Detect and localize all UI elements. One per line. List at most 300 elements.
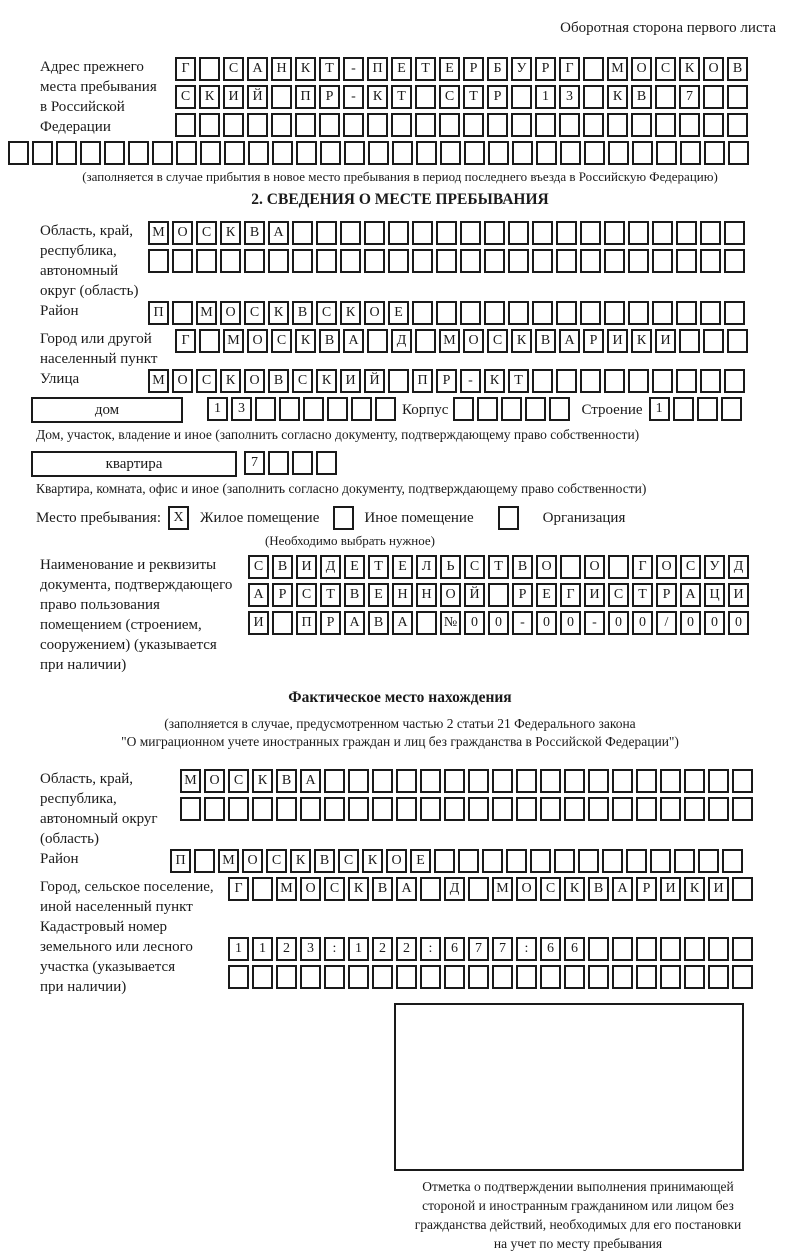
char-cell[interactable] (636, 937, 657, 961)
char-cell[interactable] (292, 221, 313, 245)
char-cell[interactable] (703, 113, 724, 137)
char-cell[interactable]: К (316, 369, 337, 393)
char-cell[interactable]: А (680, 583, 701, 607)
char-cell[interactable] (708, 797, 729, 821)
char-cell[interactable] (279, 397, 300, 421)
char-cell[interactable] (319, 113, 340, 137)
char-cell[interactable]: 6 (564, 937, 585, 961)
char-cell[interactable] (460, 249, 481, 273)
char-cell[interactable] (727, 113, 748, 137)
char-cell[interactable]: М (439, 329, 460, 353)
char-cell[interactable] (492, 965, 513, 989)
char-cell[interactable]: В (372, 877, 393, 901)
char-cell[interactable] (724, 249, 745, 273)
char-cell[interactable] (343, 113, 364, 137)
char-cell[interactable]: В (727, 57, 748, 81)
char-cell[interactable] (199, 329, 220, 353)
char-cell[interactable]: И (340, 369, 361, 393)
char-cell[interactable]: С (271, 329, 292, 353)
char-cell[interactable] (532, 221, 553, 245)
char-cell[interactable]: - (460, 369, 481, 393)
char-cell[interactable] (607, 113, 628, 137)
char-cell[interactable] (172, 301, 193, 325)
char-cell[interactable] (416, 141, 437, 165)
char-cell[interactable]: 3 (231, 397, 252, 421)
char-cell[interactable] (128, 141, 149, 165)
char-cell[interactable] (676, 369, 697, 393)
char-cell[interactable]: А (343, 329, 364, 353)
char-cell[interactable]: 0 (608, 611, 629, 635)
char-cell[interactable] (292, 451, 313, 475)
char-cell[interactable] (228, 797, 249, 821)
char-cell[interactable] (580, 301, 601, 325)
char-cell[interactable] (484, 301, 505, 325)
char-cell[interactable] (626, 849, 647, 873)
char-cell[interactable] (364, 249, 385, 273)
char-cell[interactable] (412, 221, 433, 245)
char-cell[interactable]: К (268, 301, 289, 325)
char-cell[interactable]: Д (444, 877, 465, 901)
char-cell[interactable]: Т (320, 583, 341, 607)
char-cell[interactable]: Р (463, 57, 484, 81)
char-cell[interactable] (511, 85, 532, 109)
char-cell[interactable]: Е (388, 301, 409, 325)
char-cell[interactable] (255, 397, 276, 421)
char-cell[interactable]: У (511, 57, 532, 81)
char-cell[interactable] (340, 249, 361, 273)
char-cell[interactable] (516, 797, 537, 821)
char-cell[interactable] (525, 397, 546, 421)
char-cell[interactable] (660, 797, 681, 821)
char-cell[interactable]: Р (512, 583, 533, 607)
char-cell[interactable] (540, 965, 561, 989)
char-cell[interactable] (656, 141, 677, 165)
char-cell[interactable] (516, 965, 537, 989)
char-cell[interactable] (372, 965, 393, 989)
char-cell[interactable]: 6 (540, 937, 561, 961)
char-cell[interactable] (324, 769, 345, 793)
char-cell[interactable] (444, 797, 465, 821)
char-cell[interactable] (530, 849, 551, 873)
char-cell[interactable]: В (512, 555, 533, 579)
char-cell[interactable]: Г (559, 57, 580, 81)
char-cell[interactable]: И (296, 555, 317, 579)
char-cell[interactable]: С (244, 301, 265, 325)
char-cell[interactable] (372, 769, 393, 793)
char-cell[interactable] (501, 397, 522, 421)
char-cell[interactable]: В (272, 555, 293, 579)
char-cell[interactable]: О (703, 57, 724, 81)
char-cell[interactable]: Б (487, 57, 508, 81)
char-cell[interactable]: М (180, 769, 201, 793)
char-cell[interactable]: Д (320, 555, 341, 579)
char-cell[interactable] (700, 301, 721, 325)
char-cell[interactable]: К (220, 369, 241, 393)
char-cell[interactable] (375, 397, 396, 421)
char-cell[interactable]: Е (368, 583, 389, 607)
char-cell[interactable]: - (512, 611, 533, 635)
char-cell[interactable] (420, 965, 441, 989)
char-cell[interactable] (80, 141, 101, 165)
char-cell[interactable] (724, 369, 745, 393)
char-cell[interactable] (484, 221, 505, 245)
char-cell[interactable] (732, 937, 753, 961)
char-cell[interactable] (468, 965, 489, 989)
char-cell[interactable]: 1 (348, 937, 369, 961)
char-cell[interactable]: Т (391, 85, 412, 109)
char-cell[interactable]: К (340, 301, 361, 325)
char-cell[interactable] (660, 769, 681, 793)
char-cell[interactable] (722, 849, 743, 873)
char-cell[interactable]: Ц (704, 583, 725, 607)
char-cell[interactable] (252, 877, 273, 901)
char-cell[interactable] (348, 769, 369, 793)
char-cell[interactable] (578, 849, 599, 873)
char-cell[interactable]: О (300, 877, 321, 901)
checkbox-other-premises[interactable] (333, 506, 354, 530)
char-cell[interactable]: № (440, 611, 461, 635)
char-cell[interactable] (271, 85, 292, 109)
char-cell[interactable] (148, 249, 169, 273)
char-cell[interactable] (721, 397, 742, 421)
char-cell[interactable] (556, 249, 577, 273)
char-cell[interactable]: А (248, 583, 269, 607)
char-cell[interactable]: - (343, 57, 364, 81)
char-cell[interactable] (196, 249, 217, 273)
char-cell[interactable]: К (199, 85, 220, 109)
char-cell[interactable]: П (296, 611, 317, 635)
char-cell[interactable]: В (535, 329, 556, 353)
char-cell[interactable]: С (487, 329, 508, 353)
char-cell[interactable] (468, 877, 489, 901)
char-cell[interactable]: А (300, 769, 321, 793)
char-cell[interactable] (340, 221, 361, 245)
char-cell[interactable] (580, 221, 601, 245)
char-cell[interactable] (348, 965, 369, 989)
char-cell[interactable] (272, 611, 293, 635)
char-cell[interactable]: - (343, 85, 364, 109)
char-cell[interactable] (316, 451, 337, 475)
char-cell[interactable] (700, 221, 721, 245)
char-cell[interactable] (676, 221, 697, 245)
char-cell[interactable] (388, 249, 409, 273)
char-cell[interactable]: С (266, 849, 287, 873)
char-cell[interactable]: О (172, 221, 193, 245)
char-cell[interactable] (292, 249, 313, 273)
char-cell[interactable] (367, 329, 388, 353)
char-cell[interactable]: 0 (704, 611, 725, 635)
char-cell[interactable]: А (268, 221, 289, 245)
char-cell[interactable] (200, 141, 221, 165)
char-cell[interactable] (583, 85, 604, 109)
char-cell[interactable]: О (364, 301, 385, 325)
char-cell[interactable] (676, 249, 697, 273)
char-cell[interactable]: Г (632, 555, 653, 579)
char-cell[interactable] (508, 221, 529, 245)
char-cell[interactable] (684, 965, 705, 989)
char-cell[interactable]: 0 (488, 611, 509, 635)
char-cell[interactable] (608, 141, 629, 165)
char-cell[interactable] (700, 369, 721, 393)
char-cell[interactable]: С (248, 555, 269, 579)
char-cell[interactable] (488, 583, 509, 607)
char-cell[interactable]: Л (416, 555, 437, 579)
char-cell[interactable] (604, 369, 625, 393)
char-cell[interactable]: Т (632, 583, 653, 607)
char-cell[interactable]: 7 (468, 937, 489, 961)
char-cell[interactable]: И (584, 583, 605, 607)
char-cell[interactable] (674, 849, 695, 873)
char-cell[interactable]: 0 (536, 611, 557, 635)
char-cell[interactable]: У (704, 555, 725, 579)
char-cell[interactable] (564, 797, 585, 821)
char-cell[interactable] (652, 221, 673, 245)
char-cell[interactable] (628, 301, 649, 325)
char-cell[interactable]: 2 (276, 937, 297, 961)
char-cell[interactable] (316, 221, 337, 245)
char-cell[interactable] (650, 849, 671, 873)
char-cell[interactable]: С (296, 583, 317, 607)
char-cell[interactable]: И (607, 329, 628, 353)
char-cell[interactable]: 0 (728, 611, 749, 635)
char-cell[interactable] (636, 965, 657, 989)
char-cell[interactable]: О (247, 329, 268, 353)
char-cell[interactable] (540, 797, 561, 821)
char-cell[interactable] (396, 965, 417, 989)
char-cell[interactable] (636, 797, 657, 821)
char-cell[interactable]: О (584, 555, 605, 579)
char-cell[interactable]: К (564, 877, 585, 901)
char-cell[interactable]: 0 (560, 611, 581, 635)
char-cell[interactable]: Р (272, 583, 293, 607)
char-cell[interactable]: Г (175, 57, 196, 81)
char-cell[interactable] (458, 849, 479, 873)
char-cell[interactable]: С (608, 583, 629, 607)
char-cell[interactable]: К (484, 369, 505, 393)
char-cell[interactable]: С (196, 221, 217, 245)
char-cell[interactable]: С (175, 85, 196, 109)
char-cell[interactable] (728, 141, 749, 165)
char-cell[interactable]: И (728, 583, 749, 607)
char-cell[interactable]: 1 (207, 397, 228, 421)
char-cell[interactable]: В (244, 221, 265, 245)
char-cell[interactable] (268, 451, 289, 475)
char-cell[interactable] (320, 141, 341, 165)
char-cell[interactable] (364, 221, 385, 245)
char-cell[interactable] (697, 397, 718, 421)
char-cell[interactable]: К (607, 85, 628, 109)
char-cell[interactable] (584, 141, 605, 165)
char-cell[interactable] (732, 797, 753, 821)
char-cell[interactable] (554, 849, 575, 873)
char-cell[interactable] (271, 113, 292, 137)
char-cell[interactable]: О (440, 583, 461, 607)
char-cell[interactable]: И (655, 329, 676, 353)
char-cell[interactable] (516, 769, 537, 793)
char-cell[interactable] (460, 301, 481, 325)
char-cell[interactable] (388, 221, 409, 245)
char-cell[interactable]: Н (392, 583, 413, 607)
char-cell[interactable]: Ь (440, 555, 461, 579)
char-cell[interactable]: К (295, 329, 316, 353)
char-cell[interactable] (708, 937, 729, 961)
char-cell[interactable] (412, 301, 433, 325)
char-cell[interactable]: О (220, 301, 241, 325)
char-cell[interactable] (351, 397, 372, 421)
char-cell[interactable] (464, 141, 485, 165)
char-cell[interactable]: С (196, 369, 217, 393)
char-cell[interactable] (415, 329, 436, 353)
char-cell[interactable]: И (248, 611, 269, 635)
char-cell[interactable] (248, 141, 269, 165)
char-cell[interactable]: Р (535, 57, 556, 81)
char-cell[interactable]: С (324, 877, 345, 901)
char-cell[interactable]: А (612, 877, 633, 901)
char-cell[interactable] (684, 937, 705, 961)
char-cell[interactable]: М (223, 329, 244, 353)
char-cell[interactable]: С (338, 849, 359, 873)
char-cell[interactable]: 2 (396, 937, 417, 961)
char-cell[interactable] (660, 965, 681, 989)
char-cell[interactable]: О (463, 329, 484, 353)
char-cell[interactable]: О (244, 369, 265, 393)
char-cell[interactable]: О (172, 369, 193, 393)
char-cell[interactable]: Р (319, 85, 340, 109)
char-cell[interactable] (732, 769, 753, 793)
char-cell[interactable] (602, 849, 623, 873)
char-cell[interactable] (588, 937, 609, 961)
char-cell[interactable] (508, 301, 529, 325)
char-cell[interactable]: С (464, 555, 485, 579)
char-cell[interactable]: В (588, 877, 609, 901)
char-cell[interactable]: Д (391, 329, 412, 353)
char-cell[interactable] (420, 877, 441, 901)
char-cell[interactable] (532, 249, 553, 273)
char-cell[interactable] (56, 141, 77, 165)
char-cell[interactable] (628, 369, 649, 393)
char-cell[interactable]: Р (636, 877, 657, 901)
char-cell[interactable] (703, 85, 724, 109)
char-cell[interactable] (556, 301, 577, 325)
char-cell[interactable] (194, 849, 215, 873)
char-cell[interactable] (300, 797, 321, 821)
char-cell[interactable]: Й (247, 85, 268, 109)
char-cell[interactable]: 0 (680, 611, 701, 635)
char-cell[interactable]: С (655, 57, 676, 81)
char-cell[interactable]: 0 (632, 611, 653, 635)
char-cell[interactable]: А (396, 877, 417, 901)
char-cell[interactable] (588, 769, 609, 793)
char-cell[interactable] (396, 769, 417, 793)
char-cell[interactable] (487, 113, 508, 137)
char-cell[interactable]: Е (439, 57, 460, 81)
char-cell[interactable]: В (268, 369, 289, 393)
char-cell[interactable]: 0 (464, 611, 485, 635)
char-cell[interactable] (272, 141, 293, 165)
char-cell[interactable]: : (420, 937, 441, 961)
char-cell[interactable]: В (319, 329, 340, 353)
char-cell[interactable] (152, 141, 173, 165)
char-cell[interactable]: С (680, 555, 701, 579)
char-cell[interactable]: П (148, 301, 169, 325)
char-cell[interactable] (276, 965, 297, 989)
char-cell[interactable] (348, 797, 369, 821)
char-cell[interactable] (684, 797, 705, 821)
char-cell[interactable] (511, 113, 532, 137)
char-cell[interactable] (444, 965, 465, 989)
char-cell[interactable]: П (367, 57, 388, 81)
char-cell[interactable] (559, 113, 580, 137)
char-cell[interactable] (316, 249, 337, 273)
char-cell[interactable] (175, 113, 196, 137)
char-cell[interactable] (463, 113, 484, 137)
char-cell[interactable] (252, 797, 273, 821)
char-cell[interactable] (391, 113, 412, 137)
char-cell[interactable] (612, 937, 633, 961)
char-cell[interactable] (344, 141, 365, 165)
char-cell[interactable] (440, 141, 461, 165)
char-cell[interactable]: К (679, 57, 700, 81)
char-cell[interactable] (612, 965, 633, 989)
char-cell[interactable]: Т (488, 555, 509, 579)
char-cell[interactable] (392, 141, 413, 165)
char-cell[interactable]: Е (536, 583, 557, 607)
char-cell[interactable] (367, 113, 388, 137)
char-cell[interactable]: И (223, 85, 244, 109)
char-cell[interactable] (199, 113, 220, 137)
char-cell[interactable] (247, 113, 268, 137)
char-cell[interactable] (492, 769, 513, 793)
char-cell[interactable]: А (344, 611, 365, 635)
char-cell[interactable] (684, 769, 705, 793)
char-cell[interactable] (628, 221, 649, 245)
char-cell[interactable]: 1 (252, 937, 273, 961)
char-cell[interactable]: Н (416, 583, 437, 607)
char-cell[interactable]: С (540, 877, 561, 901)
char-cell[interactable] (588, 965, 609, 989)
char-cell[interactable]: Г (175, 329, 196, 353)
char-cell[interactable]: М (607, 57, 628, 81)
char-cell[interactable]: М (148, 221, 169, 245)
char-cell[interactable]: Т (415, 57, 436, 81)
char-cell[interactable] (660, 937, 681, 961)
char-cell[interactable] (439, 113, 460, 137)
char-cell[interactable]: С (223, 57, 244, 81)
char-cell[interactable] (580, 249, 601, 273)
char-cell[interactable]: Т (319, 57, 340, 81)
char-cell[interactable]: Е (391, 57, 412, 81)
char-cell[interactable]: : (516, 937, 537, 961)
char-cell[interactable]: Р (583, 329, 604, 353)
char-cell[interactable]: Г (560, 583, 581, 607)
char-cell[interactable] (492, 797, 513, 821)
char-cell[interactable] (588, 797, 609, 821)
char-cell[interactable]: О (242, 849, 263, 873)
char-cell[interactable]: К (348, 877, 369, 901)
char-cell[interactable]: Р (487, 85, 508, 109)
char-cell[interactable]: А (559, 329, 580, 353)
char-cell[interactable]: О (204, 769, 225, 793)
char-cell[interactable]: / (656, 611, 677, 635)
char-cell[interactable] (327, 397, 348, 421)
char-cell[interactable] (604, 301, 625, 325)
char-cell[interactable] (324, 797, 345, 821)
char-cell[interactable]: В (631, 85, 652, 109)
char-cell[interactable]: К (362, 849, 383, 873)
char-cell[interactable] (506, 849, 527, 873)
char-cell[interactable]: Р (320, 611, 341, 635)
char-cell[interactable] (372, 797, 393, 821)
